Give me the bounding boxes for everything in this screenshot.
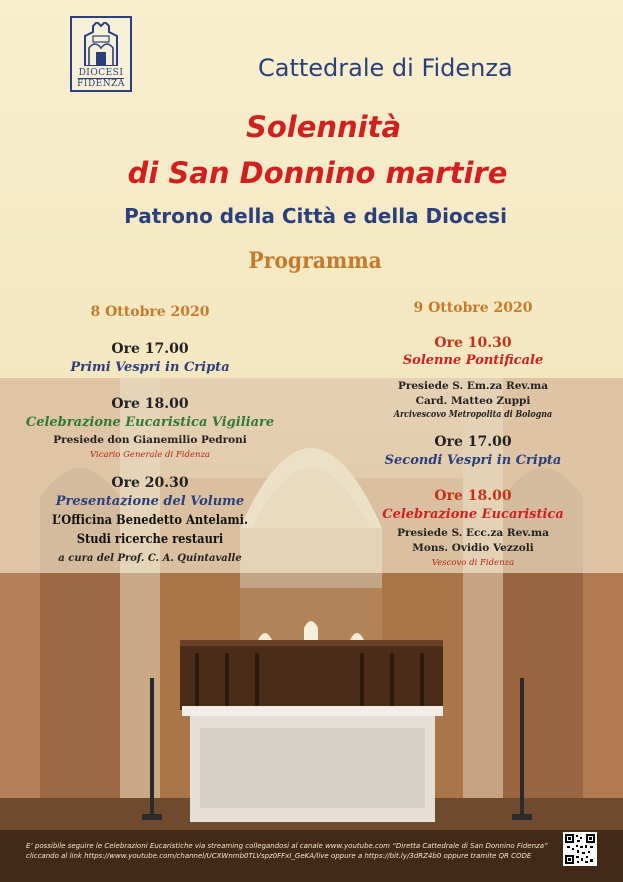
day2-event3-presider-1: Presiede S. Ecc.za Rev.ma <box>397 527 549 539</box>
cathedral-name: Cattedrale di Fidenza <box>258 54 513 82</box>
day1-event1-title: Primi Vespri in Cripta <box>70 360 230 375</box>
footer-links[interactable]: cliccando al link https://www.youtube.com/channel/UCXWnmb0TLVspz0FFxI_GeKA/live oppure a https://bit.ly/3dRZ4b0 oppure tramite QR CODE <box>26 852 532 860</box>
day1-event3-hour: Ore 20.30 <box>111 475 189 491</box>
day1-event2-role: Vicario Generale di Fidenza <box>89 450 210 460</box>
cathedral-facade-icon <box>81 22 121 66</box>
day1-event3-title: Presentazione del Volume <box>55 494 245 509</box>
day2-event1-role: Arcivescovo Metropolita di Bologna <box>393 410 553 420</box>
day1-event1-hour: Ore 17.00 <box>111 341 189 357</box>
qr-code-icon[interactable] <box>563 832 597 866</box>
day2-event3-title: Celebrazione Eucaristica <box>382 507 564 522</box>
day2-event2-hour: Ore 17.00 <box>434 434 512 450</box>
day1-date: 8 Ottobre 2020 <box>90 304 210 320</box>
day2-event2-title: Secondi Vespri in Cripta <box>384 453 562 468</box>
day2-event3-hour: Ore 18.00 <box>434 488 512 504</box>
day1-book-curator: a cura del Prof. C. A. Quintavalle <box>58 553 242 564</box>
logo-text-fidenza: FIDENZA <box>77 79 125 89</box>
day1-book-title-2: Studi ricerche restauri <box>76 532 224 547</box>
logo-text-diocesi: DIOCESI <box>78 68 124 78</box>
day1-book-title-1: L’Officina Benedetto Antelami. <box>52 513 248 528</box>
day1-event2-presider: Presiede don Gianemilio Pedroni <box>53 434 247 446</box>
title-line-1: Solennità <box>245 110 402 144</box>
subtitle: Patrono della Città e della Diocesi <box>124 204 507 228</box>
day2-event3-presider-2: Mons. Ovidio Vezzoli <box>412 542 534 554</box>
day2-event1-presider-2: Card. Matteo Zuppi <box>415 395 531 407</box>
day2-event3-role: Vescovo di Fidenza <box>431 558 515 568</box>
diocese-logo <box>70 16 132 92</box>
footer <box>0 836 623 882</box>
day2-event1-presider-1: Presiede S. Em.za Rev.ma <box>397 380 549 392</box>
program-heading: Programma <box>248 248 382 274</box>
day2-event1-hour: Ore 10.30 <box>434 335 512 351</box>
day2-event1-title: Solenne Pontificale <box>402 353 544 368</box>
day1-event2-title: Celebrazione Eucaristica Vigiliare <box>25 415 275 430</box>
day2-date: 9 Ottobre 2020 <box>413 300 533 316</box>
footer-streaming-note: E’ possibile seguire le Celebrazioni Eucaristiche via streaming collegandosi al canale www.youtube.com “Diretta Cattedrale di San Donnino Fidenza” <box>26 842 548 850</box>
title-line-2: di San Donnino martire <box>127 156 508 190</box>
day1-event2-hour: Ore 18.00 <box>111 396 189 412</box>
